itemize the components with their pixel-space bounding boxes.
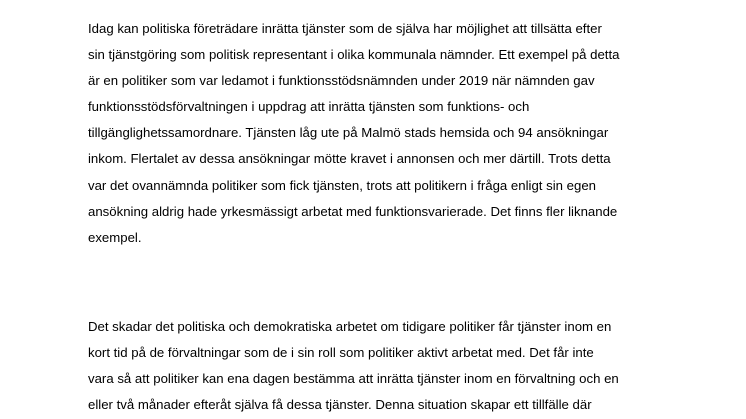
- text-line: tillgänglighetssamordnare. Tjänsten låg ute på Malmö stads hemsida och 94 ansökningar: [88, 125, 609, 141]
- text-line: är en politiker som var ledamot i funktionsstödsnämnden under 2019 när nämnden gav: [88, 73, 595, 89]
- text-line: inkom. Flertalet av dessa ansökningar mötte kravet i annonsen och mer därtill. Trots detta: [88, 151, 611, 167]
- paragraph-political-appointments: [88, 16, 728, 251]
- text-line: Det skadar det politiska och demokratiska arbetet om tidigare politiker får tjänster inom en: [88, 319, 612, 334]
- text-line: ansökning aldrig hade yrkesmässigt arbetat med funktionsvarierade. Det finns fler liknande: [88, 203, 618, 219]
- text-line: vara så att politiker kan ena dagen bestämma att inrätta tjänster inom en förvaltning och en: [88, 371, 619, 387]
- text-line: exempel.: [88, 229, 142, 245]
- text-line: kort tid på de förvaltningar som de i sin roll som politiker aktivt arbetat med. Det får inte: [88, 345, 594, 361]
- text-line: funktionsstödsförvaltningen i uppdrag att inrätta tjänsten som funktions- och: [88, 99, 530, 115]
- text-line: eller två månader efteråt själva få dessa tjänster. Denna situation skapar ett tillfälle där: [88, 397, 592, 413]
- paragraph-democratic-harm: [88, 314, 728, 418]
- text-line: Idag kan politiska företrädare inrätta tjänster som de själva har möjlighet att tillsätta efter: [88, 21, 602, 36]
- text-line: sin tjänstgöring som politisk representant i olika kommunala nämnder. Ett exempel på detta: [88, 47, 620, 63]
- text-line: var det ovannämnda politiker som fick tjänsten, trots att politikern i fråga enligt sin egen: [88, 177, 596, 193]
